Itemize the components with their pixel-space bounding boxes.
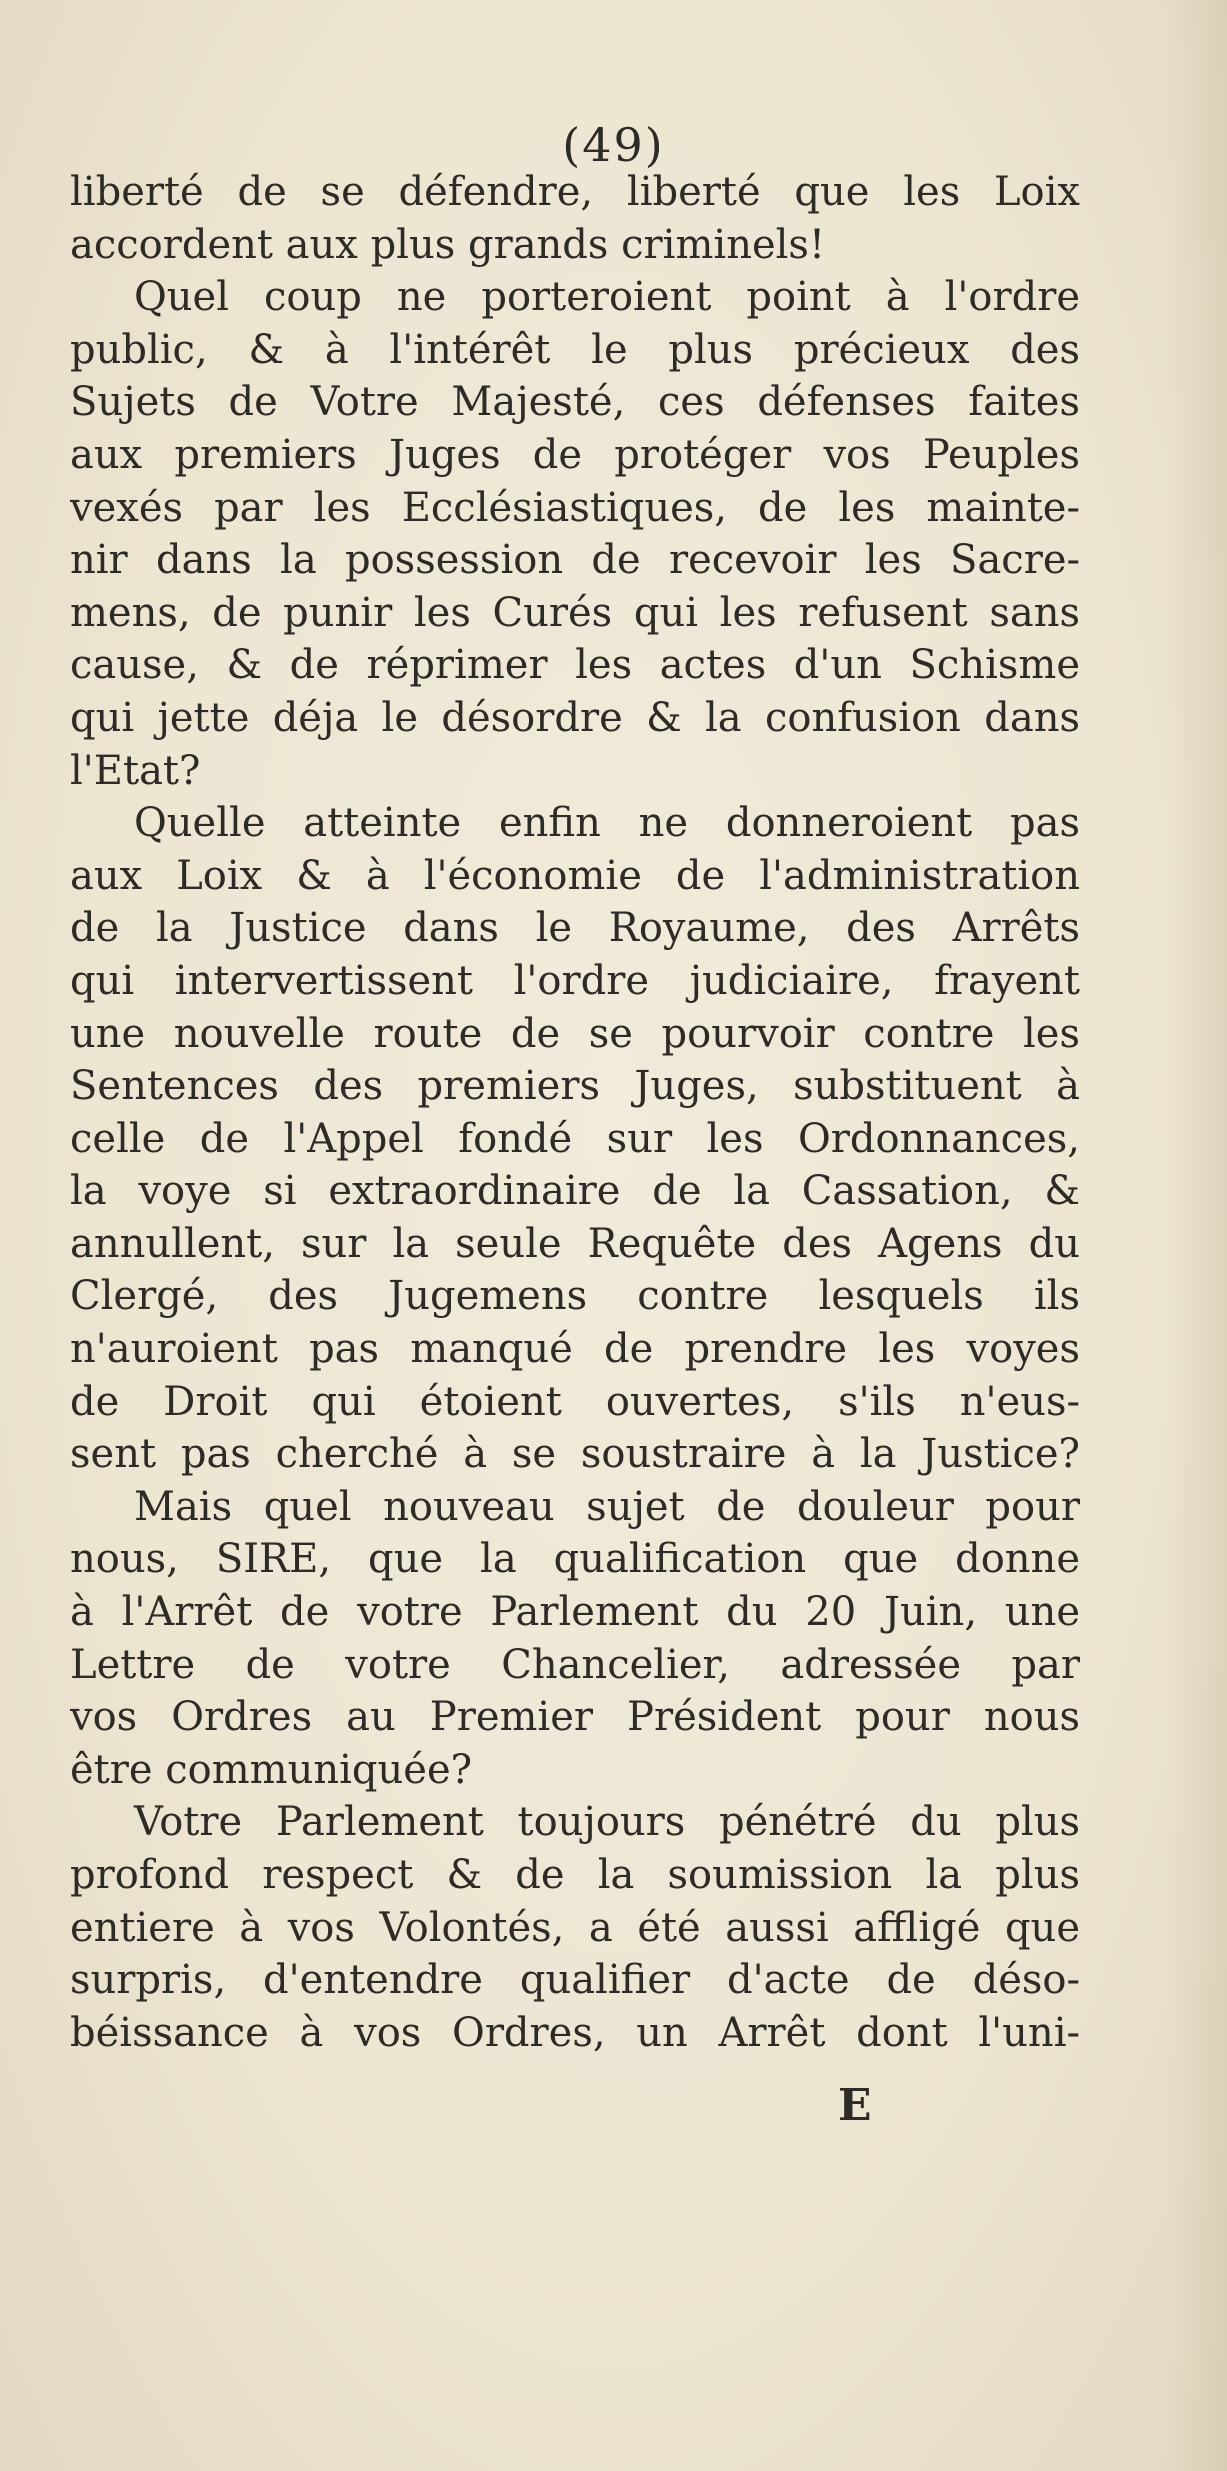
- text-line: vos Ordres au Premier Président pour nous: [70, 1694, 1080, 1741]
- text-line: profond respect & de la soumission la plus: [70, 1852, 1080, 1898]
- text-line: liberté de se défendre, liberté que les Loix: [70, 169, 1080, 215]
- text-line: béissance à vos Ordres, un Arrêt dont l'uni-: [70, 2009, 1080, 2056]
- body-text: [70, 166, 1080, 2059]
- text-line: qui jette déja le désordre & la confusion dans: [70, 694, 1080, 741]
- text-line: Sentences des premiers Juges, substituent à: [70, 1063, 1080, 1110]
- text-line: aux premiers Juges de protéger vos Peuples: [70, 431, 1080, 478]
- text-line: sent pas cherché à se soustraire à la Justice?: [70, 1431, 1080, 1478]
- text-line: cause, & de réprimer les actes d'un Schisme: [70, 642, 1080, 689]
- text-line: Quel coup ne porteroient point à l'ordre: [134, 274, 1080, 321]
- text-line: Sujets de Votre Majesté, ces défenses faites: [70, 379, 1080, 426]
- text-line: nir dans la possession de recevoir les Sacre-: [70, 537, 1080, 584]
- text-line: Votre Parlement toujours pénétré du plus: [134, 1799, 1080, 1846]
- text-line: mens, de punir les Curés qui les refusent sans: [70, 589, 1080, 636]
- text-line: vexés par les Ecclésiastiques, de les mainte-: [70, 484, 1080, 531]
- text-line: public, & à l'intérêt le plus précieux des: [70, 326, 1080, 373]
- text-line: surpris, d'entendre qualifier d'acte de déso-: [70, 1957, 1080, 2004]
- text-line: accordent aux plus grands criminels!: [70, 221, 826, 268]
- text-line: qui intervertissent l'ordre judiciaire, frayent: [70, 957, 1080, 1004]
- text-line: Quelle atteinte enfin ne donneroient pas: [134, 800, 1080, 847]
- text-line: être communiquée?: [70, 1746, 473, 1793]
- text-line: une nouvelle route de se pourvoir contre les: [70, 1010, 1080, 1057]
- page-edge-shadow: [1167, 0, 1227, 2471]
- text-line: nous, SIRE, que la qualification que donne: [70, 1536, 1080, 1583]
- text-line: à l'Arrêt de votre Parlement du 20 Juin, une: [70, 1589, 1080, 1636]
- signature-mark: E: [838, 2080, 872, 2131]
- text-line: entiere à vos Volontés, a été aussi affligé que: [70, 1904, 1080, 1951]
- text-line: de la Justice dans le Royaume, des Arrêts: [70, 905, 1080, 952]
- text-line: aux Loix & à l'économie de l'administration: [70, 852, 1080, 899]
- text-line: Lettre de votre Chancelier, adressée par: [70, 1641, 1080, 1688]
- page-number: (49): [562, 118, 665, 172]
- text-line: Clergé, des Jugemens contre lesquels ils: [70, 1273, 1080, 1320]
- text-line: Mais quel nouveau sujet de douleur pour: [134, 1483, 1080, 1530]
- text-line: annullent, sur la seule Requête des Agens du: [70, 1220, 1080, 1267]
- text-line: l'Etat?: [70, 747, 201, 794]
- text-line: la voye si extraordinaire de la Cassation, &: [70, 1168, 1080, 1215]
- text-line: celle de l'Appel fondé sur les Ordonnances,: [70, 1115, 1080, 1162]
- text-line: n'auroient pas manqué de prendre les voyes: [70, 1326, 1080, 1373]
- text-line: de Droit qui étoient ouvertes, s'ils n'eus-: [70, 1378, 1080, 1425]
